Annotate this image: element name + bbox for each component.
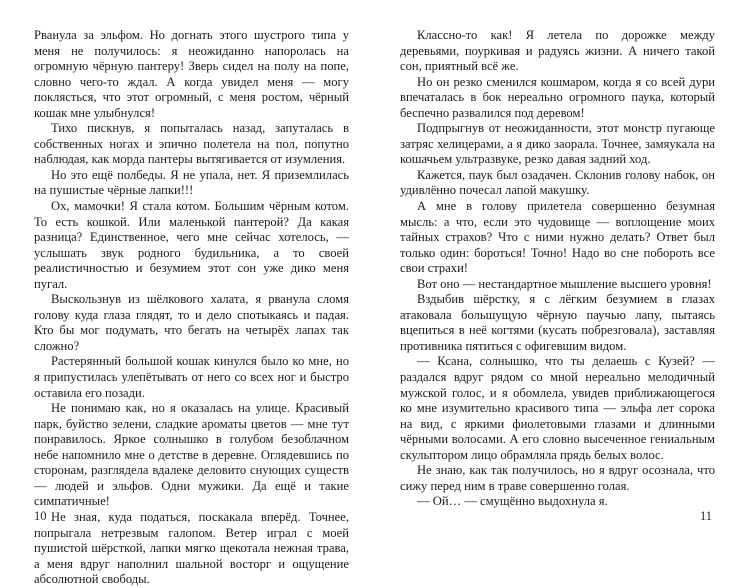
paragraph: Тихо пискнув, я попыталась назад, запуталась в собственных ногах и эпично полетела на пол, попутно наблюдая, как морда пантеры вытягивается от изумления. — [34, 121, 349, 167]
paragraph: Рванула за эльфом. Но догнать этого шустрого типа у меня не получилось: я неожиданно напоролась на огромную чёрную пантеру! Зверь сидел на полу на попе, словно чего-то ждал. А когда увидел меня — могу поклясться, что этот огромный, с меня ростом, чёрный кошак мне улыбнулся! — [34, 28, 349, 120]
page-number-right: 11 — [700, 509, 713, 523]
paragraph: Кажется, паук был озадачен. Склонив голову набок, он удивлённо почесал лапой макушку. — [400, 167, 715, 198]
paragraph: Не зная, куда податься, поскакала вперёд. Точнее, попрыгала нетрезвым галопом. Ветер играл с моей пушистой шёрсткой, лапки мягко щекотала нежная трава, а меня вдруг наполнил шальной восторг и ощущение абсолютной свободы. — [34, 509, 349, 587]
paragraph: Растерянный большой кошак кинулся было ко мне, но я припустилась улепётывать от него со всех ног и быстро оставила его позади. — [34, 354, 349, 400]
paragraph: Но это ещё полбеды. Я не упала, нет. Я приземлилась на пушистые чёрные лапки!!! — [34, 167, 349, 198]
paragraph: Выскользнув из шёлкового халата, я рванула сломя голову куда глаза глядят, то и дело спотыкаясь и падая. Кто бы мог подумать, что бегать на четырёх лапах так сложно? — [34, 292, 349, 353]
paragraph: Вздыбив шёрстку, я с лёгким безумием в глазах атаковала большущую чёрную паучью лапу, пытаясь вцепиться в неё когтями (кусать побрезговала), заставляя противника пятиться с офигевшим видом. — [400, 292, 715, 353]
left-page — [34, 28, 349, 588]
paragraph: Не понимаю как, но я оказалась на улице. Красивый парк, буйство зелени, сладкие ароматы цветов — мне тут понравилось. Яркое солнышко в голубом безоблачном небе напомнило мне о детстве в деревне. Оглядевшись по сторонам, разглядела вдалеке деловито снующих существ — людей и эльфов. Одни мужики. Да ещё и такие симпатичные! — [34, 401, 349, 509]
paragraph: Но он резко сменился кошмаром, когда я со всей дури впечаталась в бок нереально огромного паука, который беспечно развалился под деревом! — [400, 74, 715, 120]
paragraph: Вот оно — нестандартное мышление высшего уровня! — [417, 276, 712, 291]
right-page — [400, 28, 715, 510]
paragraph: — Ой… — смущённо выдохнула я. — [417, 494, 608, 509]
paragraph: Не знаю, как так получилось, но я вдруг осознала, что сижу перед ним в траве совершенно голая. — [400, 463, 715, 493]
paragraph: — Ксана, солнышко, что ты делаешь с Кузей? — раздался вдруг рядом со мной нереально мелодичный мужской голос, и я обомлела, увидев приближающегося ко мне изумительно красивого типа — эльфа лет сорока на вид, с яркими фиолетовыми глазами и длинными чёрными волосами. А его словно высеченное гениальным скульптором лицо обрамляла прядь белых волос. — [400, 354, 715, 462]
paragraph: Классно-то как! Я летела по дорожке между деревьями, поуркивая и радуясь жизни. А ничего такой сон, приятный всё же. — [400, 28, 715, 74]
paragraph: Подпрыгнув от неожиданности, этот монстр пугающе затряс хелицерами, а я дико заорала. Точнее, замяукала на кошачьем ультразвуке, резко давая задний ход. — [400, 121, 715, 167]
page-number-left: 10 — [34, 509, 47, 523]
paragraph: Ох, мамочки! Я стала котом. Большим чёрным котом. То есть кошкой. Или маленькой пантерой? Да какая разница? Единственное, чего мне сейчас хотелось, — услышать звук родного будильника, а то своей реалистичностью и безумием этот сон уже дико меня пугал. — [34, 199, 349, 291]
paragraph: А мне в голову прилетела совершенно безумная мысль: а что, если это чудовище — воплощение моих тайных страхов? Что с ними нужно делать? Ответ был только один: бороться! Точно! Надо во сне побороть все свои страхи! — [400, 199, 715, 276]
